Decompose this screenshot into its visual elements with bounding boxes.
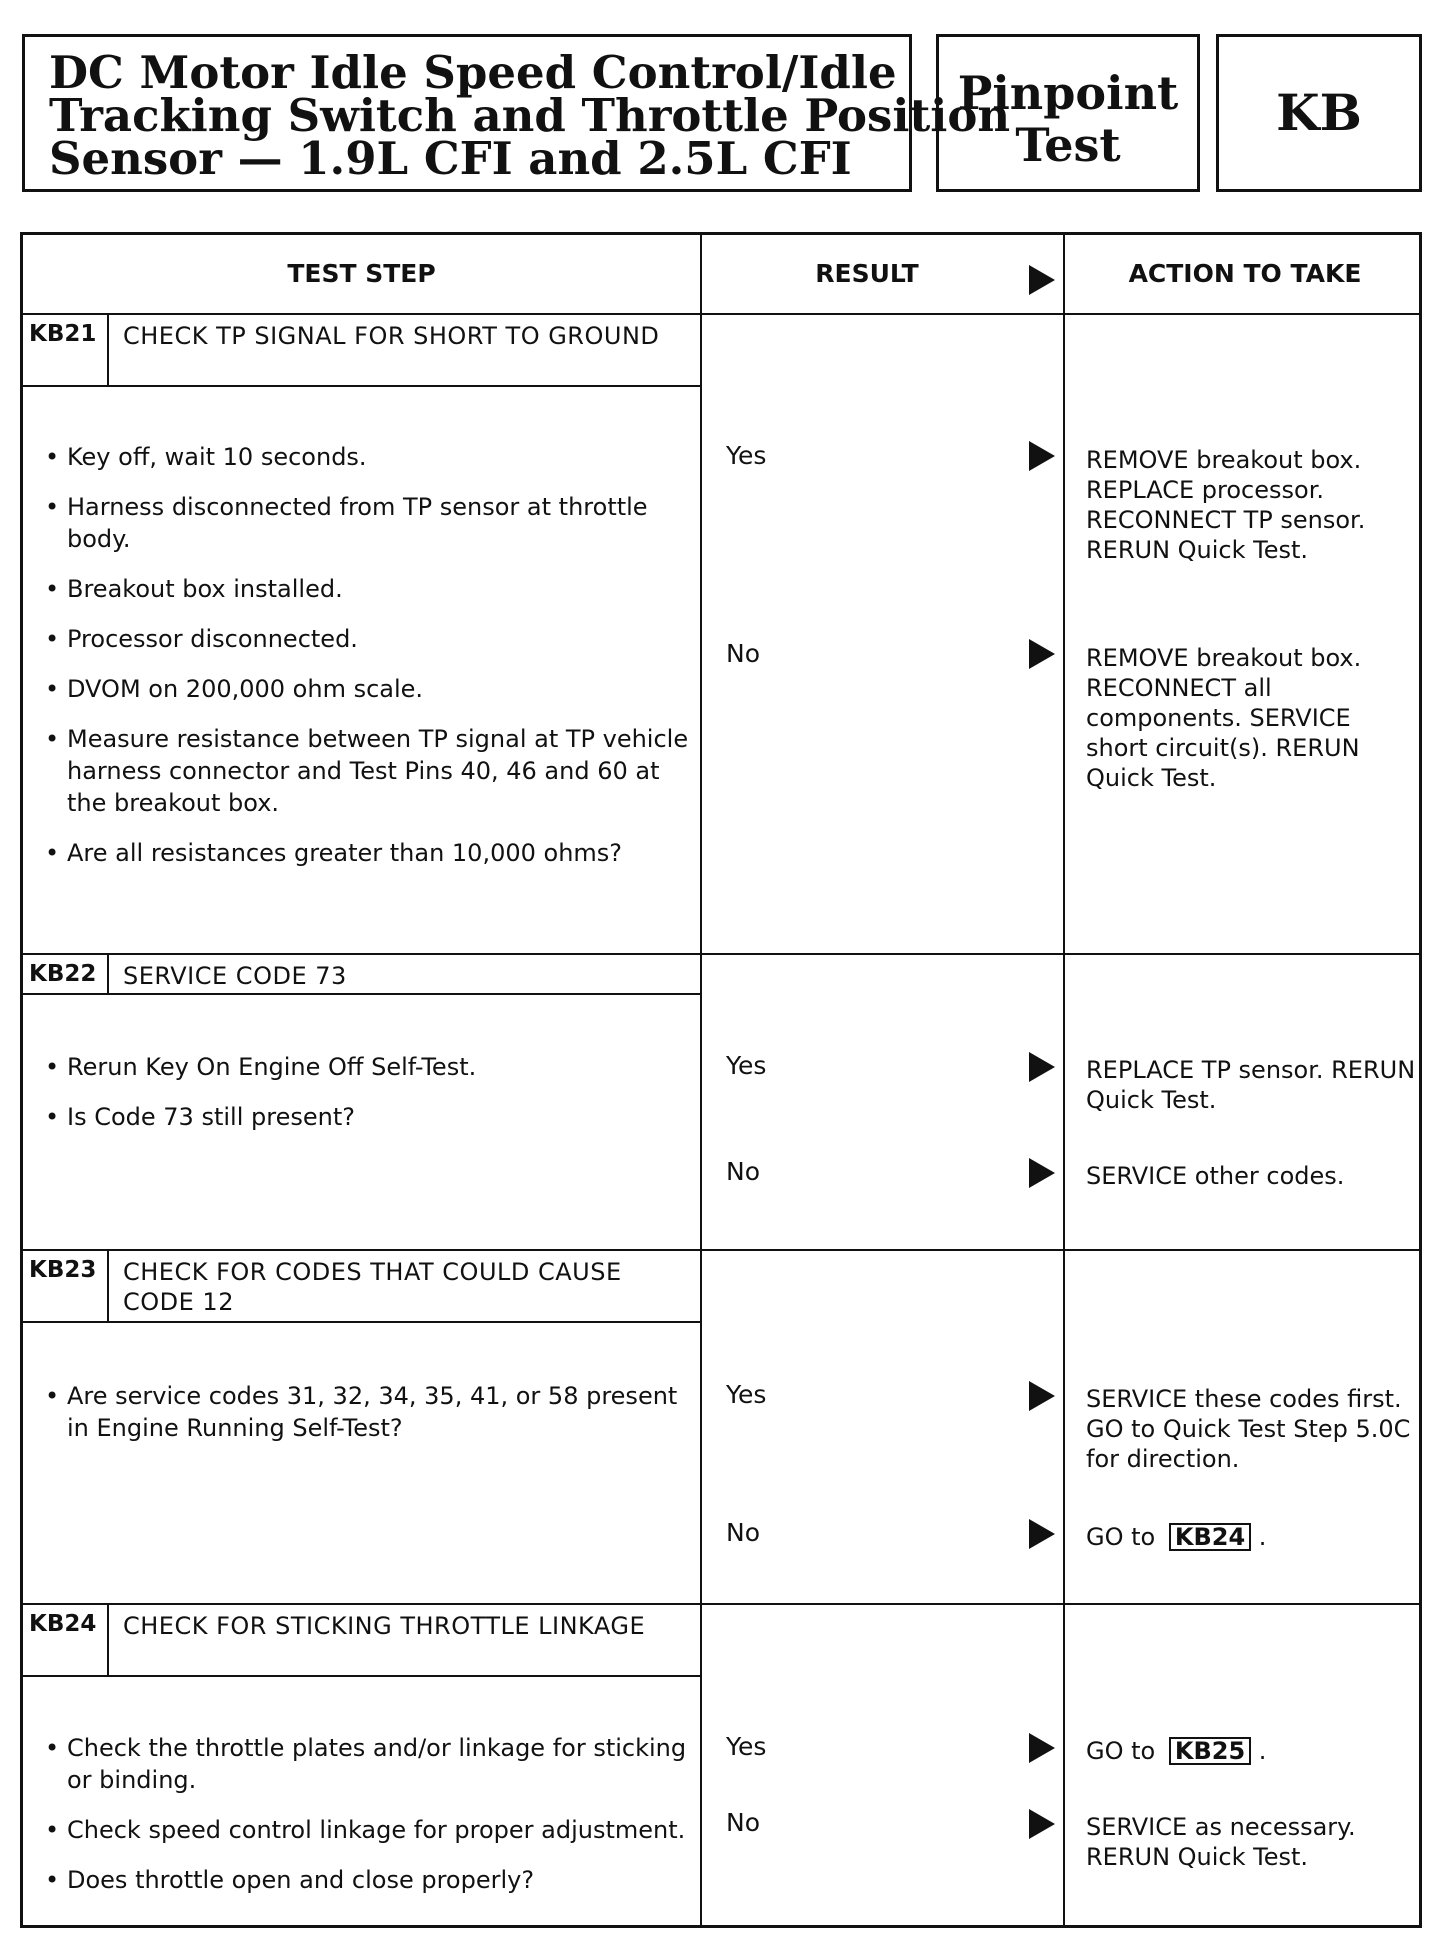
step-header-kb24 bbox=[23, 1605, 700, 1677]
page-title bbox=[22, 34, 1011, 192]
result-no: No bbox=[726, 1808, 760, 1837]
list-item: • Measure resistance between TP signal at TP vehicle harness connector and Test Pins 40, 46 and 60 at the breakout box. bbox=[43, 723, 693, 819]
step-id: KB21 bbox=[23, 315, 109, 385]
action-text: REPLACE TP sensor. RERUN Quick Test. bbox=[1086, 1056, 1416, 1114]
pinpoint-line-1: Pinpoint bbox=[957, 66, 1179, 120]
list-item: • Does throttle open and close properly? bbox=[43, 1864, 693, 1896]
list-item: • Are all resistances greater than 10,000 ohms? bbox=[43, 837, 693, 869]
action-suffix: . bbox=[1258, 1523, 1267, 1551]
list-item: • Key off, wait 10 seconds. bbox=[43, 441, 693, 473]
action-prefix: GO to bbox=[1086, 1737, 1156, 1765]
step-header-kb23 bbox=[23, 1251, 700, 1323]
step-header-kb21 bbox=[23, 315, 700, 387]
step-id: KB22 bbox=[23, 955, 109, 993]
step-header-kb22 bbox=[23, 955, 700, 995]
action-prefix: GO to bbox=[1086, 1523, 1156, 1551]
result-arrow-icon bbox=[1029, 1158, 1055, 1188]
pinpoint-test-label bbox=[936, 34, 1200, 192]
action-suffix: . bbox=[1258, 1737, 1267, 1765]
step-id: KB23 bbox=[23, 1251, 109, 1321]
result-arrow-icon bbox=[1029, 441, 1055, 471]
step-conditions-kb24 bbox=[43, 1732, 693, 1914]
list-item: • Are service codes 31, 32, 34, 35, 41, or 58 present in Engine Running Self-Test? bbox=[43, 1380, 693, 1444]
column-divider bbox=[1063, 235, 1065, 1925]
title-line-1: DC Motor Idle Speed Control/Idle bbox=[49, 46, 897, 99]
column-header-result: RESULT bbox=[815, 259, 919, 288]
result-arrow-icon bbox=[1029, 639, 1055, 669]
list-item: • Breakout box installed. bbox=[43, 573, 693, 605]
result-arrow-icon bbox=[1029, 1052, 1055, 1082]
result-arrow-icon bbox=[1029, 1733, 1055, 1763]
step-title: CHECK FOR STICKING THROTTLE LINKAGE bbox=[123, 1612, 646, 1640]
step-id: KB24 bbox=[23, 1605, 109, 1675]
step-title: SERVICE CODE 73 bbox=[123, 962, 347, 990]
list-item: • Is Code 73 still present? bbox=[43, 1101, 693, 1133]
list-item: • DVOM on 200,000 ohm scale. bbox=[43, 673, 693, 705]
list-item: • Harness disconnected from TP sensor at throttle body. bbox=[43, 491, 693, 555]
pinpoint-table bbox=[20, 232, 1422, 1928]
pinpoint-line-2: Test bbox=[1015, 118, 1121, 172]
step-reference-kb24[interactable]: KB24 bbox=[1169, 1523, 1251, 1551]
action-text: REMOVE breakout box. REPLACE processor. RECONNECT TP sensor. RERUN Quick Test. bbox=[1086, 446, 1366, 564]
result-arrow-icon bbox=[1029, 1519, 1055, 1549]
step-reference-kb25[interactable]: KB25 bbox=[1169, 1737, 1251, 1765]
action-text: SERVICE these codes first. GO to Quick Test Step 5.0C for direction. bbox=[1086, 1385, 1411, 1473]
step-title: CHECK FOR CODES THAT COULD CAUSE CODE 12 bbox=[123, 1258, 622, 1316]
title-line-2: Tracking Switch and Throttle Position bbox=[49, 89, 1011, 142]
column-header-action: ACTION TO TAKE bbox=[1128, 259, 1362, 288]
step-conditions-kb22 bbox=[43, 1051, 693, 1151]
step-title: CHECK TP SIGNAL FOR SHORT TO GROUND bbox=[123, 322, 660, 350]
result-no: No bbox=[726, 1518, 760, 1547]
result-yes: Yes bbox=[726, 441, 767, 470]
result-arrow-icon bbox=[1029, 1809, 1055, 1839]
step-conditions-kb21 bbox=[43, 441, 693, 887]
action-text bbox=[1086, 1522, 1416, 1552]
result-arrow-icon bbox=[1029, 265, 1055, 295]
list-item: • Rerun Key On Engine Off Self-Test. bbox=[43, 1051, 693, 1083]
action-text bbox=[1086, 1736, 1416, 1766]
action-text: SERVICE as necessary. RERUN Quick Test. bbox=[1086, 1813, 1356, 1871]
list-item: • Check speed control linkage for proper adjustment. bbox=[43, 1814, 693, 1846]
title-line-3: Sensor — 1.9L CFI and 2.5L CFI bbox=[49, 132, 852, 185]
result-arrow-icon bbox=[1029, 1381, 1055, 1411]
result-yes: Yes bbox=[726, 1380, 767, 1409]
result-no: No bbox=[726, 1157, 760, 1186]
list-item: • Check the throttle plates and/or linkage for sticking or binding. bbox=[43, 1732, 693, 1796]
test-code-label: KB bbox=[1216, 34, 1422, 192]
result-yes: Yes bbox=[726, 1051, 767, 1080]
step-conditions-kb23 bbox=[43, 1380, 693, 1462]
action-text: SERVICE other codes. bbox=[1086, 1162, 1345, 1190]
result-no: No bbox=[726, 639, 760, 668]
result-yes: Yes bbox=[726, 1732, 767, 1761]
column-header-test-step: TEST STEP bbox=[287, 259, 436, 288]
list-item: • Processor disconnected. bbox=[43, 623, 693, 655]
action-text: REMOVE breakout box. RECONNECT all components. SERVICE short circuit(s). RERUN Quick Test. bbox=[1086, 644, 1362, 792]
column-divider bbox=[700, 235, 702, 1925]
